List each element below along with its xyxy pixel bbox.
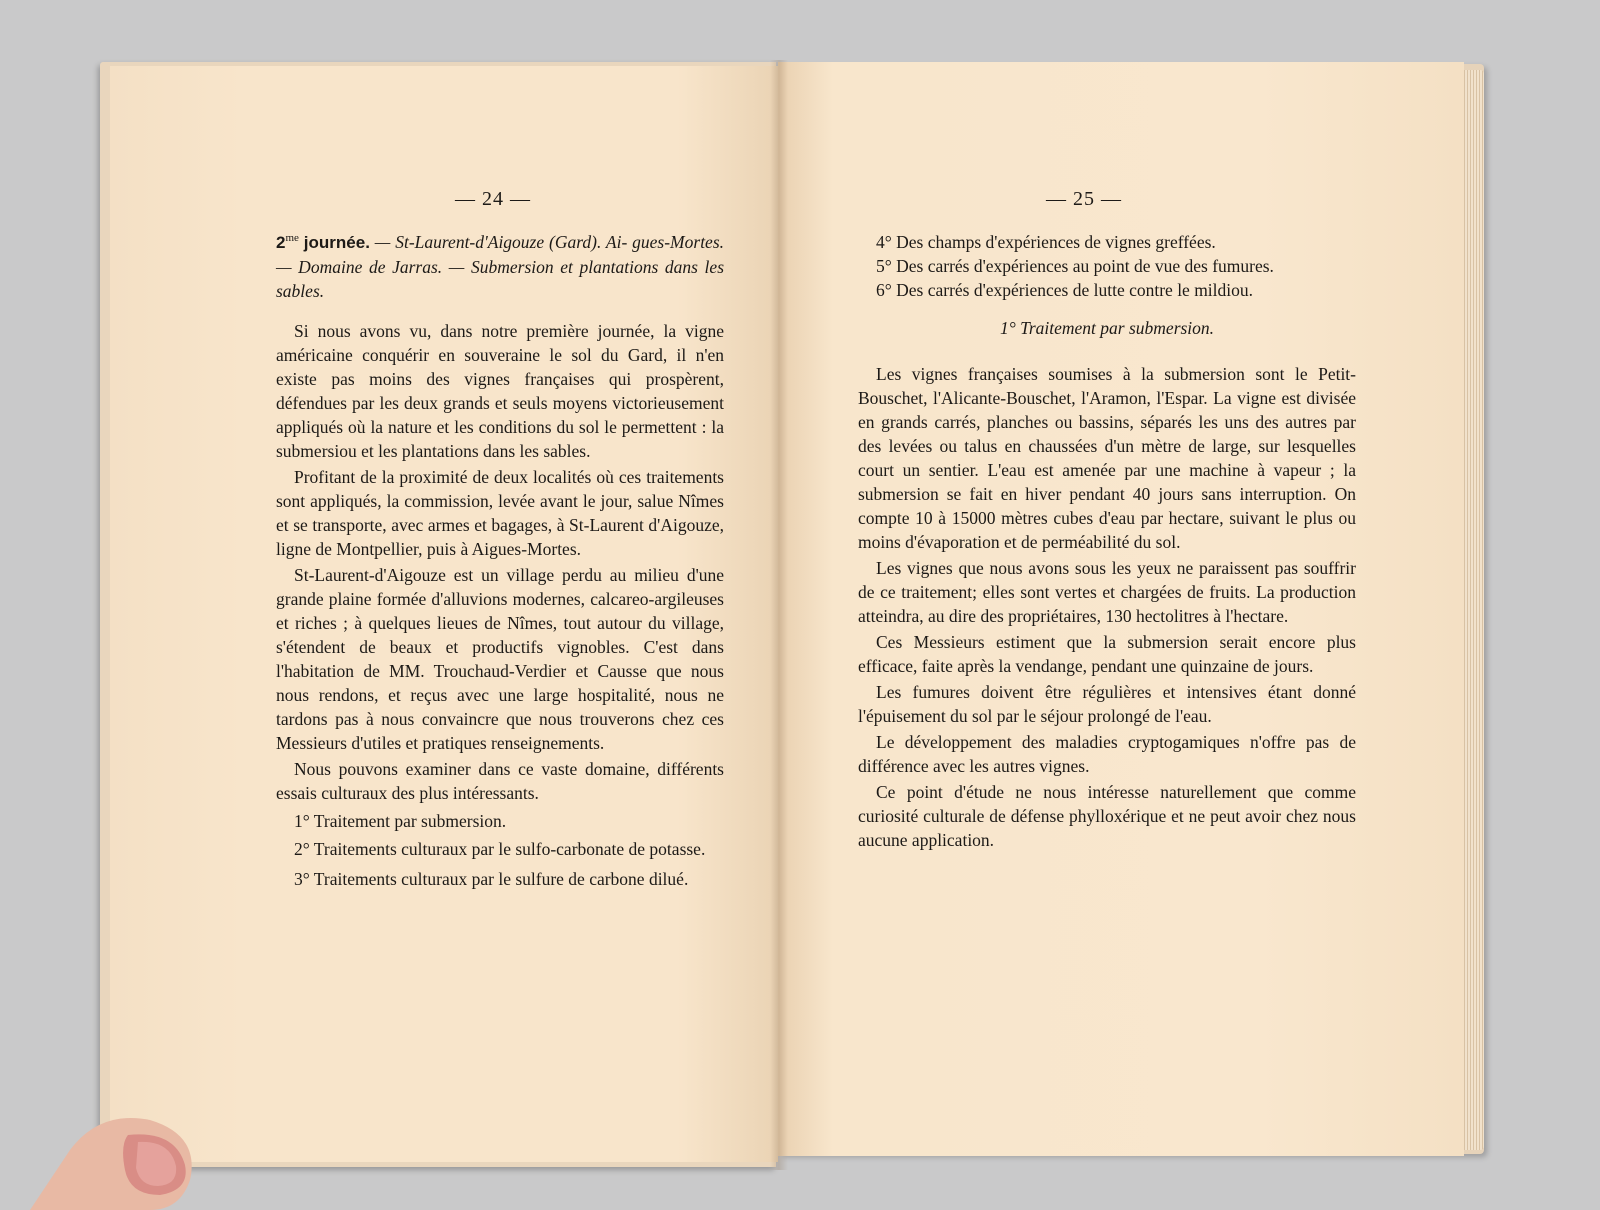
heading-ordinal-number: 2 bbox=[276, 233, 286, 252]
heading-bold-label: journée. bbox=[303, 233, 370, 252]
list-item: 4° Des champs d'expériences de vignes greffées. bbox=[876, 232, 1216, 252]
heading-italic-line-3: plantations dans les sables. bbox=[276, 257, 725, 301]
list-item: 2° Traitements culturaux par le sulfo-carbonate de potasse. bbox=[294, 839, 706, 859]
left-page-body bbox=[276, 230, 724, 891]
paragraph: Les vignes françaises soumises à la submersion sont le Petit-Bouschet, l'Alicante-Bouschet, l'Aramon, l'Espar. La vigne est divisée en grands carrés, planches ou bassins, séparés les uns des autres par des levées ou talus en chaussées d'un mètre de large, sur lesquelles court un sentier. L'eau est amenée par une machine à vapeur ; la submersion se fait en hiver pendant 40 jours sans interruption. On compte 10 à 15000 mètres cubes d'eau par hectare, suivant le plus ou moins d'évaporation et de perméabilité du sol. bbox=[858, 364, 1356, 552]
paragraph: Nous pouvons examiner dans ce vaste domaine, différents essais culturaux des plus intéressants. bbox=[276, 759, 724, 803]
heading-italic-line-2: gues-Mortes. — Domaine de Jarras. — Submersion et bbox=[276, 232, 725, 277]
paragraph: Ces Messieurs estiment que la submersion serait encore plus efficace, faite après la vendange, pendant une quinzaine de jours. bbox=[858, 632, 1356, 676]
list-item: 3° Traitements culturaux par le sulfure de carbone dilué. bbox=[294, 869, 689, 889]
book-gutter bbox=[770, 60, 788, 1170]
paragraph: Profitant de la proximité de deux localités où ces traitements sont appliqués, la commission, levée avant le jour, salue Nîmes et se transporte, avec armes et bagages, à St-Laurent d'Aigouze, ligne de Montpellier, puis à Aigues-Mortes. bbox=[276, 467, 724, 559]
paragraph: Les vignes que nous avons sous les yeux ne paraissent pas souffrir de ce traitement; elles sont vertes et chargées de fruits. La production atteindra, au dire des propriétaires, 130 hectolitres à l'hectare. bbox=[858, 558, 1356, 626]
paragraph: Ce point d'étude ne nous intéresse naturellement que comme curiosité culturale de défense phylloxérique et ne peut avoir chez nous aucune application. bbox=[858, 782, 1356, 850]
paragraph: Si nous avons vu, dans notre première journée, la vigne américaine conquérir en souveraine le sol du Gard, il n'en existe pas moins des vignes françaises qui prospèrent, défendues par les deux grands et seuls moyens victorieusement appliqués où la nature et les conditions du sol le permettent : la submersiou et les plantations dans les sables. bbox=[276, 321, 724, 461]
page-number-left: — 24 — bbox=[455, 188, 531, 210]
heading-italic-line-1: — St-Laurent-d'Aigouze (Gard). Ai- bbox=[369, 232, 628, 252]
right-page bbox=[778, 62, 1464, 1156]
paragraph: Les fumures doivent être régulières et intensives étant donné l'épuisement du sol par le séjour prolongé de l'eau. bbox=[858, 682, 1356, 726]
paragraph: St-Laurent-d'Aigouze est un village perdu au milieu d'une grande plaine formée d'alluvions modernes, calcareo-argileuses et riches ; à quelques lieues de Nîmes, tout autour du village, s'étendent de beaux et productifs vignobles. C'est dans l'habitation de MM. Trouchaud-Verdier et Causse que nous nous rendons, et reçus avec une large hospitalité, nous ne tardons pas à nous convaincre que nous trouverons chez ces Messieurs d'utiles et pratiques renseignements. bbox=[276, 565, 724, 753]
list-item: 6° Des carrés d'expériences de lutte contre le mildiou. bbox=[876, 280, 1254, 300]
section-title: 1° Traitement par submersion. bbox=[999, 318, 1215, 338]
paragraph: Le développement des maladies cryptogamiques n'offre pas de différence avec les autres vignes. bbox=[858, 732, 1356, 776]
heading-ordinal-suffix: me bbox=[285, 232, 299, 245]
left-page bbox=[110, 66, 778, 1162]
right-page-body bbox=[858, 230, 1356, 852]
list-item: 5° Des carrés d'expériences au point de vue des fumures. bbox=[876, 256, 1274, 276]
thumb-image bbox=[30, 1090, 200, 1210]
section-heading bbox=[276, 230, 724, 303]
page-edges bbox=[1462, 70, 1484, 1150]
page-number-right: — 25 — bbox=[1046, 188, 1122, 210]
list-item: 1° Traitement par submersion. bbox=[294, 811, 507, 831]
